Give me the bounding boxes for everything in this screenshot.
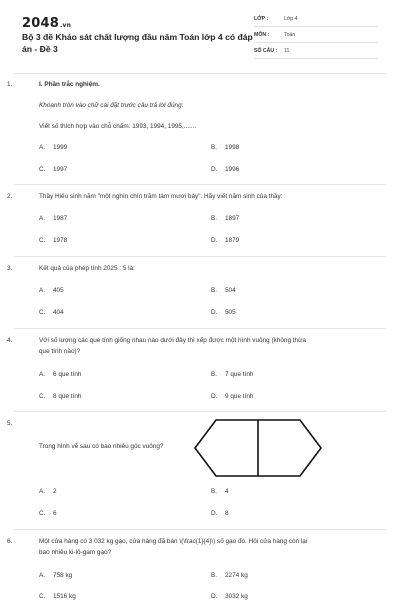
option-value: 1897 — [225, 215, 240, 222]
option-a[interactable] — [39, 287, 64, 294]
question-text: Viết số thích hợp vào chỗ chấm: 1993, 1994, 1995,....... — [39, 123, 197, 130]
option-value: 1978 — [53, 237, 68, 244]
option-value: 2274 kg — [225, 572, 248, 579]
option-value: 1998 — [225, 144, 240, 151]
meta-row-subject — [254, 29, 378, 43]
option-value: 9 que tính — [225, 393, 254, 400]
section-heading: I. Phần trắc nghiệm. — [39, 81, 100, 88]
option-letter: B. — [211, 287, 218, 294]
option-a[interactable] — [39, 572, 72, 579]
option-a[interactable] — [39, 215, 67, 222]
option-letter: B. — [211, 488, 218, 495]
meta-row-count — [254, 45, 378, 59]
option-letter: A. — [39, 144, 46, 151]
option-a[interactable] — [39, 371, 81, 378]
option-value: 7 que tính — [225, 371, 254, 378]
option-value: 1996 — [225, 166, 240, 173]
meta-value: 11 — [284, 48, 290, 54]
option-letter: B. — [211, 144, 218, 151]
question-number: 5. — [7, 420, 13, 427]
option-letter: B. — [211, 572, 218, 579]
divider — [14, 529, 386, 530]
option-letter: D. — [211, 510, 218, 517]
divider — [14, 184, 386, 185]
option-letter: C. — [39, 593, 46, 600]
option-value: 504 — [225, 287, 236, 294]
option-letter: A. — [39, 488, 46, 495]
meta-value: Toán — [284, 32, 296, 38]
meta-row-class — [254, 13, 378, 27]
option-value: 1999 — [53, 144, 68, 151]
option-letter: A. — [39, 371, 46, 378]
option-value: 758 kg — [53, 572, 73, 579]
option-letter: B. — [211, 215, 218, 222]
option-value: 1987 — [53, 215, 68, 222]
option-value: 6 que tính — [53, 371, 82, 378]
option-value: 2 — [53, 488, 57, 495]
option-value: 6 — [53, 510, 57, 517]
option-letter: D. — [211, 309, 218, 316]
option-letter: C. — [39, 309, 46, 316]
option-letter: B. — [211, 371, 218, 378]
option-letter: D. — [211, 166, 218, 173]
question-text: Kết quả của phép tính 2025 : 5 là: — [39, 265, 135, 272]
question-text-line: bao nhiêu ki-lô-gam gạo? — [39, 549, 112, 556]
option-letter: A. — [39, 572, 46, 579]
question-text: Trong hình vẽ sau có bao nhiêu góc vuông? — [39, 443, 164, 450]
option-c[interactable] — [39, 510, 57, 517]
option-letter: D. — [211, 393, 218, 400]
option-c[interactable] — [39, 237, 67, 244]
option-value: 8 — [225, 510, 229, 517]
question-number: 3. — [7, 265, 13, 272]
option-d[interactable] — [211, 510, 229, 517]
question-text-line: Với số lượng các que tính giống nhau nào dưới đây thì xếp được một hình vuông (không thừa — [39, 337, 306, 344]
option-d[interactable] — [211, 237, 239, 244]
question-number: 1. — [7, 81, 13, 88]
question-text-line: que tính nào)? — [39, 348, 81, 355]
option-c[interactable] — [39, 393, 81, 400]
option-a[interactable] — [39, 488, 57, 495]
option-value: 405 — [53, 287, 64, 294]
option-c[interactable] — [39, 593, 76, 600]
option-c[interactable] — [39, 166, 67, 173]
logo-suffix: .vn — [59, 22, 72, 29]
option-value: 1879 — [225, 237, 240, 244]
question-number: 4. — [7, 337, 13, 344]
question-text-line: Một cửa hàng có 3 032 kg gạo, cửa hàng đã bán \(\frac{1}{4}\) số gạo đó. Hỏi cửa hàng còn lại — [39, 538, 308, 545]
hexagon-figure — [194, 419, 322, 477]
option-value: 3032 kg — [225, 593, 248, 600]
option-letter: D. — [211, 237, 218, 244]
divider — [14, 73, 386, 74]
site-logo[interactable] — [22, 16, 71, 31]
option-letter: C. — [39, 393, 46, 400]
question-number: 6. — [7, 538, 13, 545]
meta-key: SỐ CÂU : — [254, 48, 278, 54]
logo-text: 2048 — [22, 16, 59, 31]
option-c[interactable] — [39, 309, 64, 316]
option-letter: C. — [39, 510, 46, 517]
option-letter: A. — [39, 215, 46, 222]
option-d[interactable] — [211, 309, 236, 316]
option-a[interactable] — [39, 144, 67, 151]
question-text: Thầy Hiếu sinh năm "một nghìn chín trăm tám mươi bảy". Hãy viết năm sinh của thầy: — [39, 193, 283, 200]
option-value: 1516 kg — [53, 593, 76, 600]
question-instruction: Khoanh tròn vào chữ cái đặt trước câu trả lời đúng: — [39, 102, 184, 109]
option-value: 4 — [225, 488, 229, 495]
option-d[interactable] — [211, 393, 253, 400]
option-letter: C. — [39, 166, 46, 173]
document-title: Bộ 3 đề Khảo sát chất lượng đầu năm Toán lớp 4 có đáp án - Đề 3 — [22, 32, 253, 54]
option-letter: C. — [39, 237, 46, 244]
meta-key: LỚP : — [254, 16, 269, 22]
option-letter: D. — [211, 593, 218, 600]
option-b[interactable] — [211, 144, 239, 151]
option-value: 8 que tính — [53, 393, 82, 400]
option-value: 1997 — [53, 166, 68, 173]
option-d[interactable] — [211, 166, 239, 173]
option-b[interactable] — [211, 572, 248, 579]
option-value: 404 — [53, 309, 64, 316]
option-b[interactable] — [211, 371, 253, 378]
option-d[interactable] — [211, 593, 248, 600]
divider — [14, 328, 386, 329]
meta-value: Lớp 4 — [284, 16, 298, 22]
option-value: 505 — [225, 309, 236, 316]
divider — [14, 256, 386, 257]
option-b[interactable] — [211, 488, 229, 495]
option-letter: A. — [39, 287, 46, 294]
option-b[interactable] — [211, 215, 239, 222]
divider — [14, 411, 386, 412]
question-number: 2. — [7, 193, 13, 200]
option-b[interactable] — [211, 287, 236, 294]
meta-key: MÔN : — [254, 32, 270, 38]
